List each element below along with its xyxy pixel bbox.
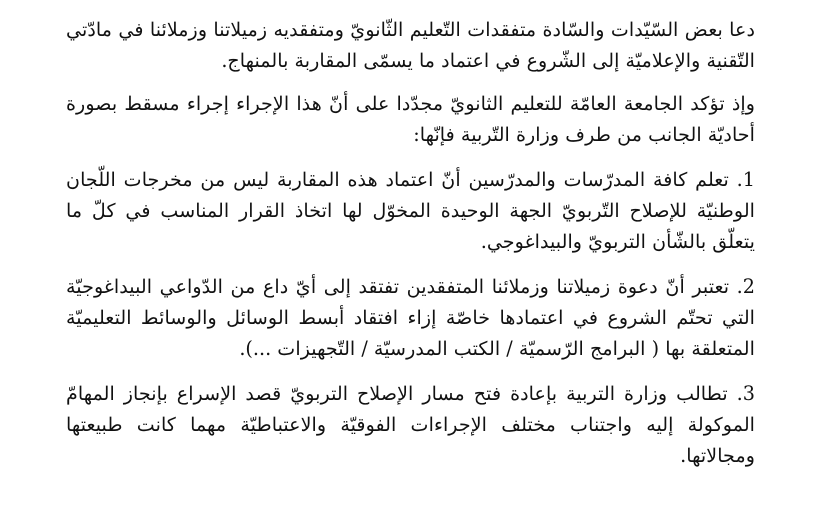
list-item-3: 3. تطالب وزارة التربية بإعادة فتح مسار الإصلاح التربويّ قصد الإسراع بإنجاز المهامّ الموكولة إليه واجتناب مختلف الإجراءات الفوقيّة والاعتباطيّة مهما كانت طبيعتها ومجالاتها. bbox=[66, 382, 755, 467]
paragraph-spacer bbox=[66, 257, 755, 271]
list-item-1: 1. تعلم كافة المدرّسات والمدرّسين أنّ اعتماد هذه المقاربة ليس من مخرجات اللّجان الوطنيّة للإصلاح التّربويّ الجهة الوحيدة المخوّل لها اتخاذ القرار المناسب في كلّ ما يتعلّق بالشّأن التربويّ والبيداغوجي. bbox=[66, 168, 755, 253]
paragraph-spacer bbox=[66, 76, 755, 88]
paragraph-intro: دعا بعض السّيّدات والسّادة متفقدات التّعليم الثّانويّ ومتفقديه زميلاتنا وزملائنا في مادّتي التّقنية والإعلاميّة إلى الشّروع في اعتماد ما يسمّى المقاربة بالمنهاج. bbox=[66, 18, 755, 72]
paragraph-spacer bbox=[66, 150, 755, 164]
paragraph-spacer bbox=[66, 364, 755, 378]
paragraph-statement: وإذ تؤكد الجامعة العامّة للتعليم الثانويّ مجدّدا على أنّ هذا الإجراء إجراء مسقط بصورة أحاديّة الجانب من طرف وزارة التّربية فإنّها: bbox=[66, 92, 755, 146]
document-body bbox=[66, 14, 755, 471]
list-item-2: 2. تعتبر أنّ دعوة زميلاتنا وزملائنا المتفقدين تفتقد إلى أيّ داع من الدّواعي البيداغوجيّة التي تحتّم الشروع في اعتمادها خاصّة إزاء افتقاد أبسط الوسائل والوسائط التعليميّة المتعلقة بها ( البرامج الرّسميّة / الكتب المدرسيّة / التّجهيزات ...). bbox=[66, 275, 755, 360]
